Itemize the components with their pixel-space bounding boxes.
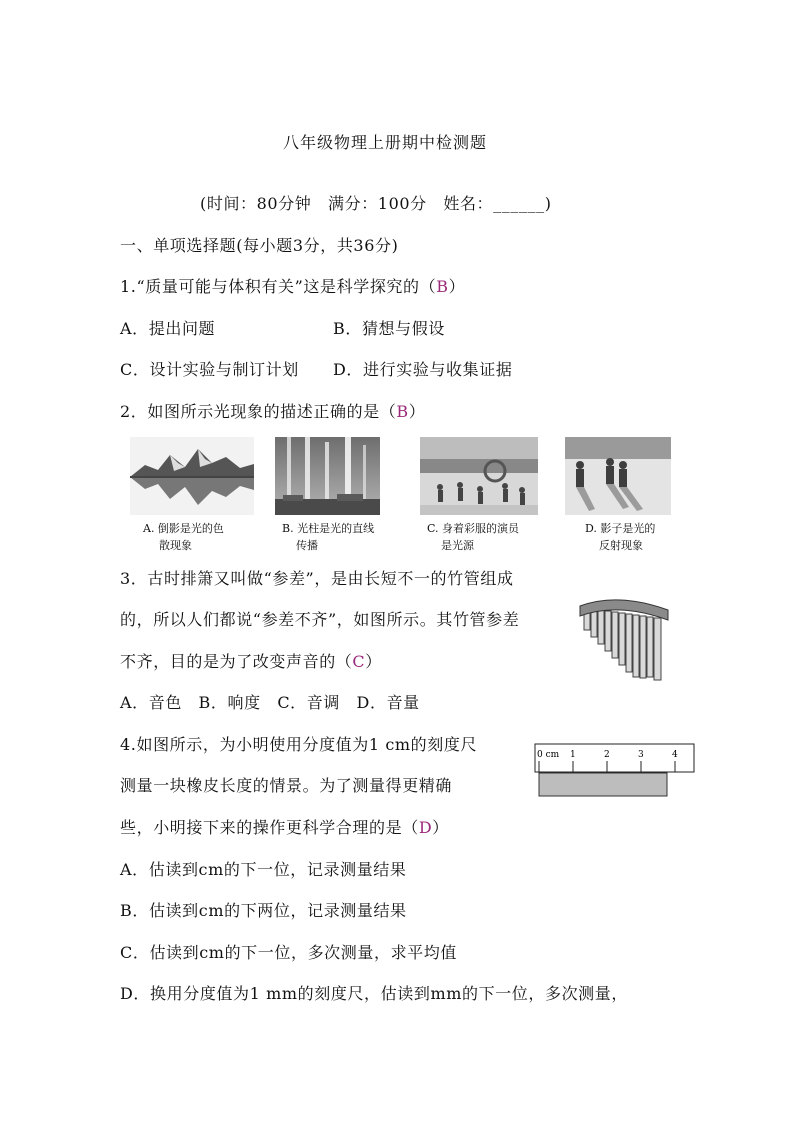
figure-performers (420, 437, 538, 515)
ruler-label-1: 1 (570, 750, 576, 760)
caption-c-line1: C. 身着彩服的演员 (427, 522, 520, 535)
question-2-answer: B (396, 402, 409, 421)
caption-a-line2: 散现象 (159, 539, 192, 552)
question-3-line1: 3．古时排箫又叫做“参差”，是由长短不一的竹管组成 (120, 569, 514, 588)
question-1-stem (120, 277, 465, 297)
question-2-close: ） (408, 402, 426, 421)
question-3-text: 不齐，目的是为了改变声音的（ (120, 652, 353, 671)
exam-info: (时间：80分钟 满分：100分 姓名：______) (200, 194, 552, 213)
question-4-line1: 4.如图所示，为小明使用分度值为1 cm的刻度尺 (120, 735, 478, 754)
question-2-stem (120, 402, 425, 422)
q1-option-a: A．提出问题 (120, 319, 216, 338)
question-3-options: A．音色 B．响度 C．音调 D．音量 (120, 693, 420, 712)
eraser (539, 773, 667, 796)
question-1-text: 1.“质量可能与体积有关”这是科学探究的（ (120, 277, 437, 296)
question-3-close: ） (365, 652, 382, 671)
ruler-label-4: 4 (672, 750, 678, 760)
q4-option-a: A．估读到cm的下一位，记录测量结果 (120, 860, 407, 879)
q1-option-b: B．猜想与假设 (333, 319, 445, 338)
caption-c-line2: 是光源 (441, 539, 474, 552)
question-4-close: ） (432, 818, 449, 837)
figure-light-pillars (275, 437, 380, 515)
question-1-answer: B (436, 277, 449, 296)
page-title: 八年级物理上册期中检测题 (283, 133, 488, 152)
q1-option-c: C．设计实验与制订计划 (120, 360, 299, 379)
question-4-stem (120, 818, 449, 838)
q1-option-d: D．进行实验与收集证据 (333, 360, 513, 379)
caption-a (143, 520, 224, 554)
caption-d-line2: 反射现象 (599, 539, 643, 552)
caption-d (585, 520, 655, 554)
section-heading: 一、单项选择题(每小题3分，共36分) (120, 236, 399, 255)
caption-b-line2: 传播 (296, 539, 318, 552)
question-3-stem (120, 652, 382, 672)
question-3-line2: 的，所以人们都说“参差不齐”，如图所示。其竹管参差 (120, 610, 520, 629)
caption-b-line1: B. 光柱是光的直线 (282, 522, 375, 535)
ruler-label-3: 3 (638, 750, 644, 760)
question-4-line2: 测量一块橡皮长度的情景。为了测量得更精确 (120, 776, 453, 795)
figure-panpipe (578, 590, 673, 682)
q4-option-c: C．估读到cm的下一位，多次测量，求平均值 (120, 943, 457, 962)
figure-ruler (534, 743, 696, 799)
caption-d-line1: D. 影子是光的 (585, 522, 656, 535)
question-1-close: ） (448, 277, 466, 296)
question-4-text: 些，小明接下来的操作更科学合理的是（ (120, 818, 419, 837)
figure-reflection-mountains (130, 437, 254, 515)
q4-option-b: B．估读到cm的下两位，记录测量结果 (120, 901, 407, 920)
ruler-label-0: 0 cm (537, 750, 560, 760)
question-4-answer: D (418, 818, 433, 837)
question-2-text: 2．如图所示光现象的描述正确的是（ (120, 402, 397, 421)
figure-shadows (565, 437, 671, 515)
caption-b (282, 520, 374, 554)
question-3-answer: C (352, 652, 366, 671)
caption-c (427, 520, 519, 554)
caption-a-line1: A. 倒影是光的色 (143, 522, 224, 535)
q4-option-d: D．换用分度值为1 mm的刻度尺，估读到mm的下一位，多次测量， (120, 984, 628, 1003)
ruler-label-2: 2 (604, 750, 610, 760)
